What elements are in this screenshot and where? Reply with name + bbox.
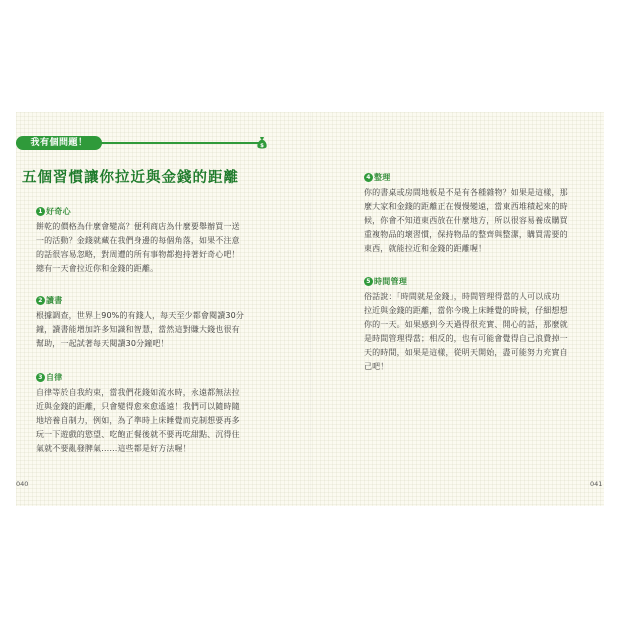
body-line: 地培養自制力，例如，為了準時上床睡覺而克制想要再多 <box>36 416 240 426</box>
money-bag-icon <box>256 136 268 150</box>
section-title: 自律 <box>46 372 63 382</box>
body-line: 一的活動？金錢就藏在我們身邊的每個角落，如果不注意 <box>36 236 240 246</box>
body-line: 根據調查，世界上90%的有錢人，每天至少都會閱讀30分 <box>36 311 245 320</box>
section-time-management <box>364 275 600 375</box>
body-line: 餅乾的價格為什麼會變高？便利商店為什麼要舉辦買一送 <box>36 222 240 231</box>
body-line: 幫助，一起試著每天閱讀30分鐘吧！ <box>36 339 169 349</box>
section-body <box>36 220 272 276</box>
body-line: 俗話說：「時間就是金錢」，時間管理得當的人可以成功 <box>364 292 560 301</box>
body-line: 己吧！ <box>364 362 389 372</box>
body-line: 拉近與金錢的距離，當你今晚上床睡覺的時候，仔細想想 <box>364 306 568 316</box>
body-line: 重複物品的壞習慣，保持物品的整齊與整潔，購買需要的 <box>364 230 568 240</box>
section-body <box>36 386 272 456</box>
section-number-badge: 3 <box>36 373 45 382</box>
page-gutter <box>310 112 311 506</box>
section-heading <box>36 371 272 383</box>
section-number-badge: 4 <box>364 173 373 182</box>
body-line: 玩一下遊戲的慾望、吃飽正餐後就不要再吃甜點、沉得住 <box>36 430 240 440</box>
svg-text:$: $ <box>260 143 264 149</box>
section-heading <box>36 294 272 306</box>
body-line: 是時間管理得當；相反的，也有可能會覺得自己浪費掉一 <box>364 334 568 344</box>
section-heading <box>36 205 272 217</box>
section-title: 讀書 <box>46 295 63 305</box>
section-title: 好奇心 <box>46 206 71 216</box>
section-body <box>364 290 600 375</box>
body-line: 的話很容易忽略，對周遭的所有事物都抱持著好奇心吧！ <box>36 250 240 260</box>
page-number-left: 040 <box>16 480 29 488</box>
body-line: 氣就不要亂發脾氣……這些都是好方法喔！ <box>36 444 191 454</box>
body-line: 鐘，讀書能增加許多知識和智慧，當然這對賺大錢也很有 <box>36 325 240 335</box>
section-body <box>36 309 272 351</box>
section-number-badge: 2 <box>36 296 45 305</box>
body-line: 近與金錢的距離，只會變得愈來愈遙遠！我們可以隨時隨 <box>36 402 240 412</box>
section-self-discipline <box>36 371 272 456</box>
section-curiosity <box>36 205 272 276</box>
section-number-badge: 1 <box>36 207 45 216</box>
body-line: 候，你會不知道東西放在什麼地方，所以很容易養成購買 <box>364 216 568 226</box>
section-reading <box>36 294 272 351</box>
body-line: 東西，就能拉近和金錢的距離喔！ <box>364 244 487 254</box>
body-line: 你的一天。如果感到今天過得很充實、開心的話，那麼就 <box>364 320 568 330</box>
section-body <box>364 186 600 256</box>
body-line: 天的時間，如果是這樣，從明天開始，盡可能努力充實自 <box>364 348 568 358</box>
section-title: 時間管理 <box>374 276 408 286</box>
section-title: 整理 <box>374 172 391 182</box>
section-heading <box>364 171 600 183</box>
section-heading <box>364 275 600 287</box>
section-number-badge: 5 <box>364 277 373 286</box>
body-line: 你的書桌或房間地板是不是有各種雜物？如果是這樣，那 <box>364 188 568 197</box>
page-number-right: 041 <box>590 480 603 488</box>
section-organizing <box>364 171 600 256</box>
page-title: 五個習慣讓你拉近與金錢的距離 <box>22 170 239 186</box>
body-line: 總有一天會拉近你和金錢的距離。 <box>36 264 159 274</box>
body-line: 自律等於自我約束，當我們花錢如流水時，永遠都無法拉 <box>36 388 240 397</box>
body-line: 麼大家和金錢的距離正在慢慢變遠，當東西堆積起來的時 <box>364 202 568 212</box>
question-tag: 我有個問題！ <box>16 136 102 150</box>
